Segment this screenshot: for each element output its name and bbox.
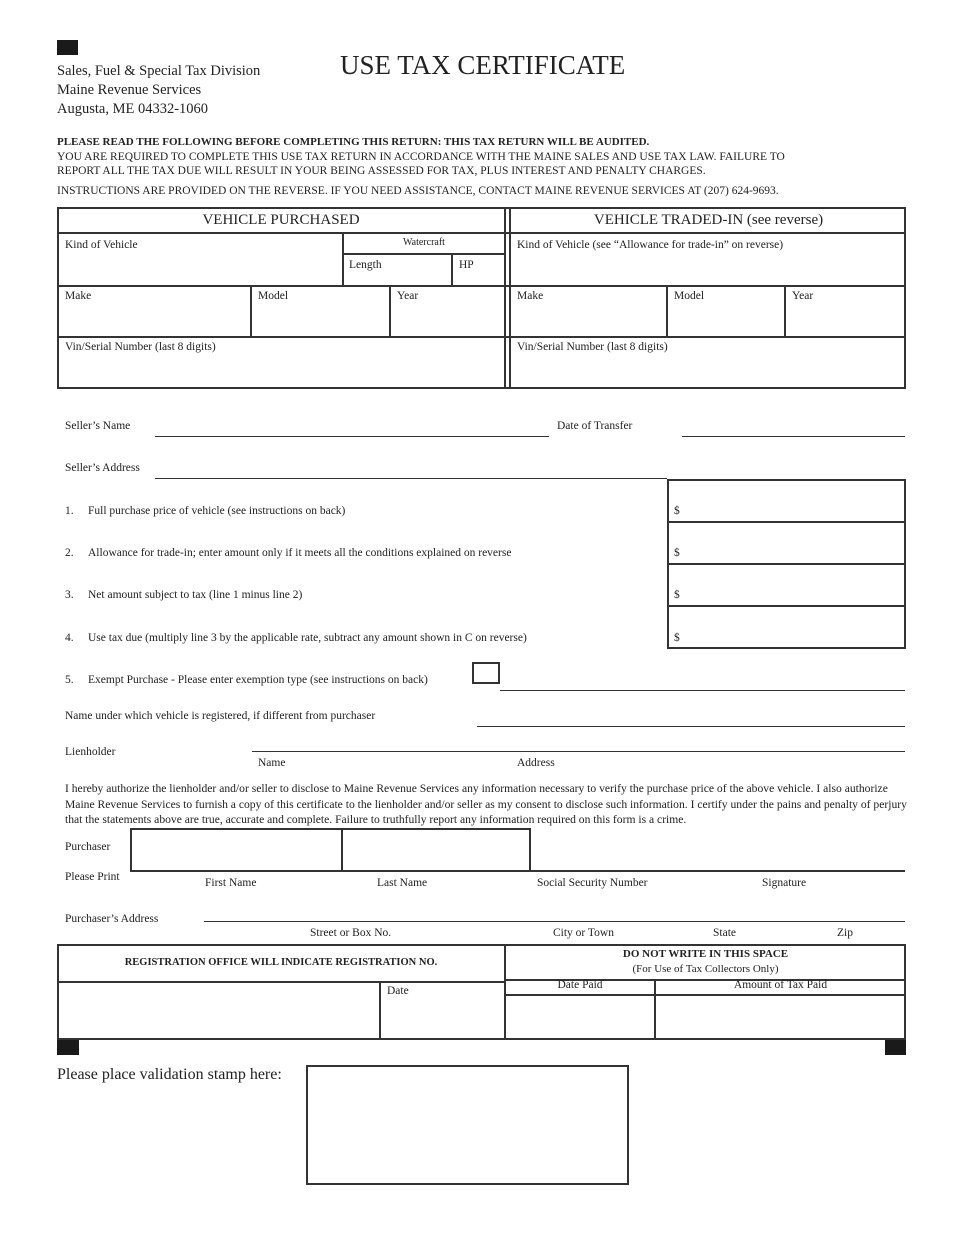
vehicle-table	[57, 207, 906, 389]
line-2-amount-field[interactable]: $	[674, 547, 680, 559]
trade-make-field[interactable]: Make	[517, 290, 544, 302]
date-of-transfer-field[interactable]	[682, 436, 905, 437]
zip-caption: Zip	[837, 927, 853, 939]
last-name-caption: Last Name	[377, 877, 428, 889]
line-2-number: 2.	[65, 547, 74, 559]
date-of-transfer-label: Date of Transfer	[557, 420, 633, 432]
line-3-label: Net amount subject to tax (line 1 minus line 2)	[88, 589, 303, 601]
amount-paid-label: Amount of Tax Paid	[733, 979, 828, 991]
do-not-write-heading: DO NOT WRITE IN THIS SPACE	[622, 948, 789, 960]
line-4-label: Use tax due (multiply line 3 by the applicable rate, subtract any amount shown in C on reverse)	[88, 632, 527, 644]
kind-of-vehicle-field[interactable]: Kind of Vehicle	[65, 239, 138, 251]
first-name-field[interactable]	[130, 828, 343, 872]
hp-field[interactable]: HP	[459, 259, 474, 271]
line-2-label: Allowance for trade-in; enter amount only if it meets all the conditions explained on reverse	[88, 547, 512, 559]
vin-field[interactable]: Vin/Serial Number (last 8 digits)	[65, 341, 216, 353]
validation-stamp-box	[306, 1065, 629, 1185]
registration-office-heading: REGISTRATION OFFICE WILL INDICATE REGISTRATION NO.	[124, 957, 438, 968]
purchaser-address-label: Purchaser’s Address	[65, 913, 159, 925]
first-name-caption: First Name	[205, 877, 257, 889]
seller-name-label: Seller’s Name	[65, 420, 131, 432]
date-paid-label: Date Paid	[557, 979, 603, 991]
trade-year-field[interactable]: Year	[792, 290, 814, 302]
registration-date-field[interactable]: Date	[387, 985, 409, 997]
registered-name-field[interactable]	[477, 726, 905, 727]
tax-collectors-note: (For Use of Tax Collectors Only)	[632, 963, 779, 975]
seller-name-field[interactable]	[155, 436, 549, 437]
authorization-statement: I hereby authorize the lienholder and/or seller to disclose to Maine Revenue Services any information necessary to verify the purchase price of the above vehicle. I also authorize Maine Revenue Services to furnish a copy of this certificate to the lienholder and/or seller as my consent to disclose such information. I certify under the pains and penalty of perjury that the statements above are true, accurate and complete. Failure to truthfully report any information required on this form is a crime.	[65, 782, 907, 826]
ssn-caption: Social Security Number	[537, 877, 648, 889]
seller-address-label: Seller’s Address	[65, 462, 140, 474]
line-3-number: 3.	[65, 589, 74, 601]
street-caption: Street or Box No.	[310, 927, 392, 939]
vehicle-traded-heading: VEHICLE TRADED-IN (see reverse)	[593, 212, 824, 228]
seller-address-field[interactable]	[155, 478, 667, 479]
exempt-checkbox[interactable]	[472, 662, 500, 684]
purchaser-address-field[interactable]	[204, 921, 905, 922]
agency-block	[57, 62, 260, 119]
ssn-signature-field[interactable]	[530, 870, 905, 872]
lienholder-label: Lienholder	[65, 746, 116, 758]
validation-stamp-label: Please place validation stamp here:	[57, 1066, 282, 1083]
watercraft-label: Watercraft	[403, 237, 445, 248]
notice-line: REPORT ALL THE TAX DUE WILL RESULT IN YOUR BEING ASSESSED FOR TAX, PLUS INTEREST AND PENALTY CHARGES.	[57, 165, 706, 177]
state-caption: State	[713, 927, 736, 939]
notice-line: INSTRUCTIONS ARE PROVIDED ON THE REVERSE. IF YOU NEED ASSISTANCE, CONTACT MAINE REVENUE SERVICES AT (207) 624-9693.	[57, 185, 779, 197]
registered-name-label: Name under which vehicle is registered, if different from purchaser	[65, 710, 376, 722]
trade-model-field[interactable]: Model	[674, 290, 705, 302]
line-1-amount-field[interactable]: $	[674, 505, 680, 517]
line-5-label: Exempt Purchase - Please enter exemption type (see instructions on back)	[88, 674, 428, 686]
length-field[interactable]: Length	[349, 259, 382, 271]
trade-kind-field[interactable]: Kind of Vehicle (see “Allowance for trade-in” on reverse)	[517, 239, 784, 251]
page-title: USE TAX CERTIFICATE	[340, 50, 626, 80]
city-caption: City or Town	[553, 927, 614, 939]
line-5-number: 5.	[65, 674, 74, 686]
make-field[interactable]: Make	[65, 290, 92, 302]
line-3-amount-field[interactable]: $	[674, 589, 680, 601]
agency: Maine Revenue Services	[57, 82, 202, 98]
lienholder-field[interactable]	[252, 751, 905, 752]
signature-caption: Signature	[762, 877, 807, 889]
purchaser-label: Purchaser	[65, 841, 111, 853]
exemption-type-field[interactable]	[500, 690, 905, 691]
line-1-label: Full purchase price of vehicle (see instructions on back)	[88, 505, 346, 517]
lienholder-address-caption: Address	[517, 757, 555, 769]
last-name-field[interactable]	[341, 828, 531, 872]
trade-vin-field[interactable]: Vin/Serial Number (last 8 digits)	[517, 341, 668, 353]
notice-bold: PLEASE READ THE FOLLOWING BEFORE COMPLETING THIS RETURN: THIS TAX RETURN WILL BE AUDITED.	[57, 136, 650, 148]
division: Sales, Fuel & Special Tax Division	[57, 63, 261, 79]
agency-address: Augusta, ME 04332-1060	[57, 101, 209, 117]
line-4-amount-field[interactable]: $	[674, 632, 680, 644]
model-field[interactable]: Model	[258, 290, 289, 302]
registration-mark	[57, 1040, 79, 1055]
vehicle-purchased-heading: VEHICLE PURCHASED	[202, 212, 360, 228]
line-1-number: 1.	[65, 505, 74, 517]
line-4-number: 4.	[65, 632, 74, 644]
registration-mark	[885, 1040, 906, 1055]
lienholder-name-caption: Name	[258, 757, 286, 769]
notice-line: YOU ARE REQUIRED TO COMPLETE THIS USE TAX RETURN IN ACCORDANCE WITH THE MAINE SALES AND USE TAX LAW. FAILURE TO	[57, 151, 785, 163]
year-field[interactable]: Year	[397, 290, 419, 302]
please-print-label: Please Print	[65, 871, 120, 883]
registration-mark	[57, 40, 78, 55]
